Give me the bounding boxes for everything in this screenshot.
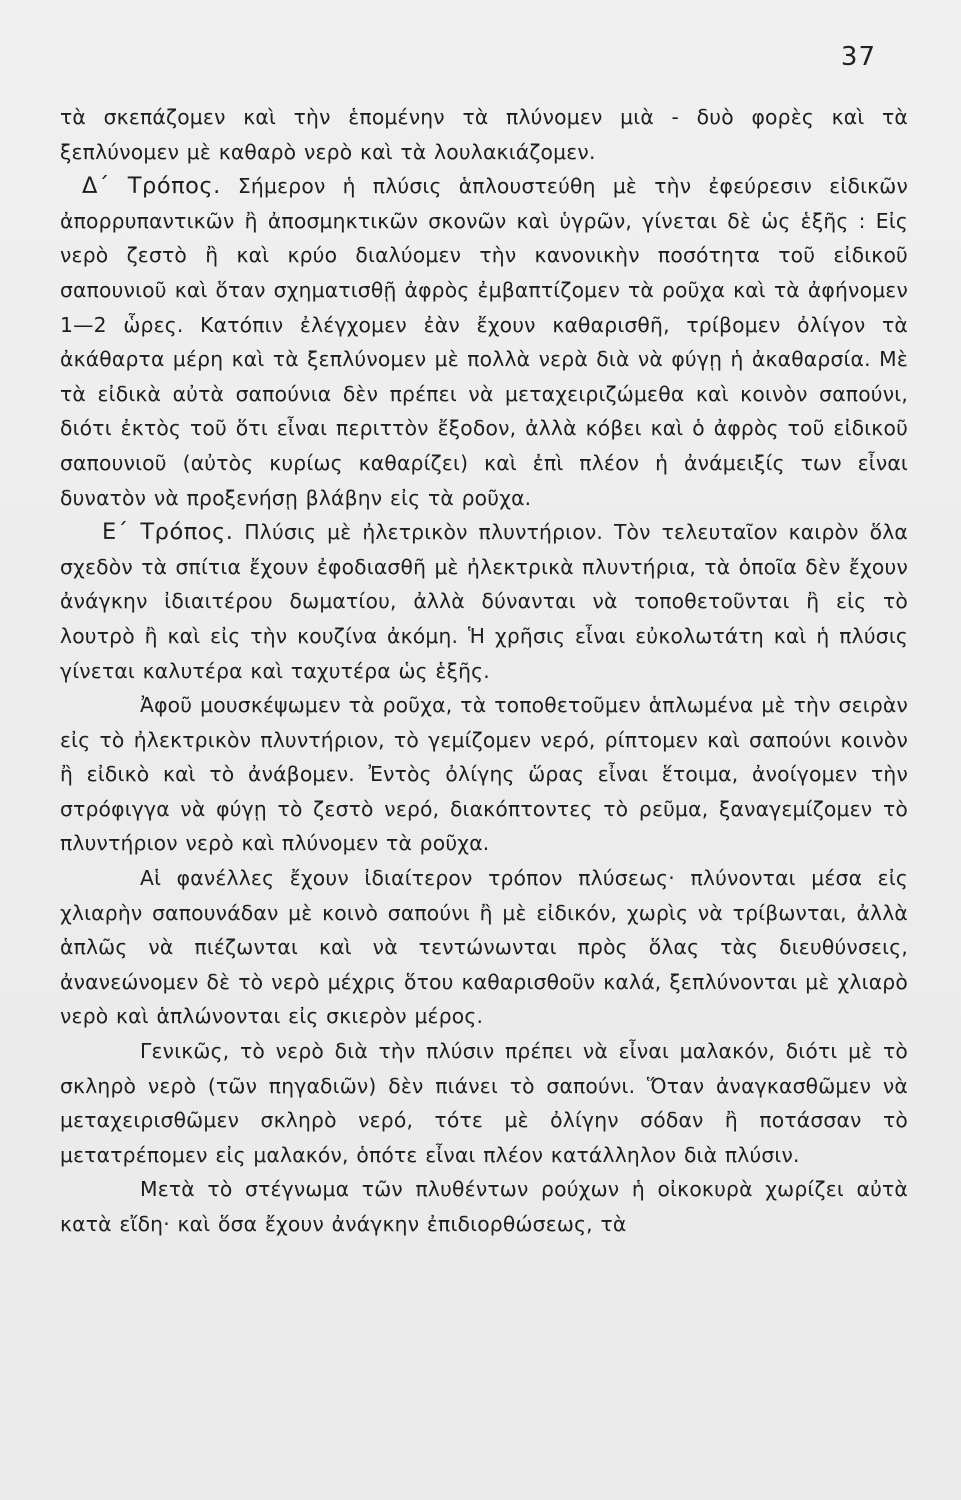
body-text: [60, 100, 908, 1242]
paragraph-text: Σήμερον ἡ πλύσις ἁπλουστεύθη μὲ τὴν ἐφεύρεσιν εἰδικῶν ἀπορρυπαντικῶν ἢ ἀποσμηκτικῶν σκονῶν καὶ ὑγρῶν, γίνεται δὲ ὡς ἑξῆς : Εἰς νερὸ ζεστὸ ἢ καὶ κρύο διαλύομεν τὴν κανονικὴν ποσότητα τοῦ εἰδικοῦ σαπουνιοῦ καὶ ὅταν σχηματισθῇ ἀφρὸς ἐμβαπτίζομεν τὰ ροῦχα καὶ τὰ ἀφήνομεν 1—2 ὧρες. Κατόπιν ἐλέγχομεν ἐὰν ἔχουν καθαρισθῆ, τρίβομεν ὀλίγον τὰ ἀκάθαρτα μέρη καὶ τὰ ξεπλύνομεν μὲ πολλὰ νερὰ διὰ νὰ φύγῃ ἡ ἀκαθαρσία. Μὲ τὰ εἰδικὰ αὐτὰ σαπούνια δὲν πρέπει νὰ μεταχειριζώμεθα καὶ κοινὸν σαπούνι, διότι ἐκτὸς τοῦ ὅτι εἶναι περιττὸν ἔξοδον, ἀλλὰ κόβει καὶ ὁ ἀφρὸς τοῦ εἰδικοῦ σαπουνιοῦ (αὐτὸς κυρίως καθαρίζει) καὶ ἐπὶ πλέον ἡ ἀνάμειξίς των εἶναι δυνατὸν νὰ προξενήσῃ βλάβην εἰς τὰ ροῦχα.: [60, 174, 908, 510]
paragraph-7: [60, 1172, 908, 1241]
section-heading-d: Δ΄ Τρόπος.: [82, 173, 221, 200]
paragraph-3: [60, 515, 908, 688]
paragraph-1: [60, 100, 908, 169]
paragraph-4: [60, 688, 908, 861]
paragraph-text: Μετὰ τὸ στέγνωμα τῶν πλυθέντων ρούχων ἡ οἰκοκυρὰ χωρίζει αὐτὰ κατὰ εἴδη· καὶ ὅσα ἔχουν ἀνάγκην ἐπιδιορθώσεως, τὰ: [60, 1177, 908, 1236]
paragraph-text: Γενικῶς, τὸ νερὸ διὰ τὴν πλύσιν πρέπει νὰ εἶναι μαλακόν, διότι μὲ τὸ σκληρὸ νερὸ (τῶν πηγαδιῶν) δὲν πιάνει τὸ σαπούνι. Ὅταν ἀναγκασθῶμεν νὰ μεταχειρισθῶμεν σκληρὸ νερό, τότε μὲ ὀλίγην σόδαν ἢ ποτάσσαν τὸ μετατρέπομεν εἰς μαλακόν, ὁπότε εἶναι πλέον κατάλληλον διὰ πλύσιν.: [60, 1039, 908, 1167]
paragraph-text: Πλύσις μὲ ἠλετρικὸν πλυντήριον. Τὸν τελευταῖον καιρὸν ὅλα σχεδὸν τὰ σπίτια ἔχουν ἐφοδιασθῆ μὲ ἠλεκτρικὰ πλυντήρια, τὰ ὁποῖα δὲν ἔχουν ἀνάγκην ἰδιαιτέρου δωματίου, ἀλλὰ δύνανται νὰ τοποθετοῦνται ἢ εἰς τὸ λουτρὸ ἢ καὶ εἰς τὴν κουζίνα ἀκόμη. Ἡ χρῆσις εἶναι εὐκολωτάτη καὶ ἡ πλύσις γίνεται καλυτέρα καὶ ταχυτέρα ὡς ἑξῆς.: [60, 520, 908, 683]
paragraph-text: Αἱ φανέλλες ἔχουν ἰδιαίτερον τρόπον πλύσεως· πλύνονται μέσα εἰς χλιαρὴν σαπουνάδαν μὲ κοινὸ σαπούνι ἢ μὲ εἰδικόν, χωρὶς νὰ τρίβωνται, ἀλλὰ ἁπλῶς νὰ πιέζωνται καὶ νὰ τεντώνωνται πρὸς ὅλας τὰς διευθύνσεις, ἀνανεώνομεν δὲ τὸ νερὸ μέχρις ὅτου καθαρισθοῦν καλά, ξεπλύνονται μὲ χλιαρὸ νερὸ καὶ ἁπλώνονται εἰς σκιερὸν μέρος.: [60, 866, 908, 1029]
paragraph-5: [60, 861, 908, 1034]
paragraph-text: τὰ σκεπάζομεν καὶ τὴν ἑπομένην τὰ πλύνομεν μιὰ - δυὸ φορὲς καὶ τὰ ξεπλύνομεν μὲ καθαρὸ νερὸ καὶ τὰ λουλακιάζομεν.: [60, 105, 908, 164]
paragraph-2: [60, 169, 908, 515]
paragraph-text: Ἀφοῦ μουσκέψωμεν τὰ ροῦχα, τὰ τοποθετοῦμεν ἁπλωμένα μὲ τὴν σειρὰν εἰς τὸ ἠλεκτρικὸν πλυντήριον, τὸ γεμίζομεν νερό, ρίπτομεν καὶ σαπούνι κοινὸν ἢ εἰδικὸ καὶ τὸ ἀνάβομεν. Ἐντὸς ὀλίγης ὥρας εἶναι ἕτοιμα, ἀνοίγομεν τὴν στρόφιγγα νὰ φύγῃ τὸ ζεστὸ νερό, διακόπτοντες τὸ ρεῦμα, ξαναγεμίζομεν τὸ πλυντήριον νερὸ καὶ πλύνομεν τὰ ροῦχα.: [60, 693, 908, 856]
paragraph-6: [60, 1034, 908, 1172]
section-heading-e: Ε΄ Τρόπος.: [102, 519, 234, 546]
page-number: 37: [840, 42, 876, 72]
